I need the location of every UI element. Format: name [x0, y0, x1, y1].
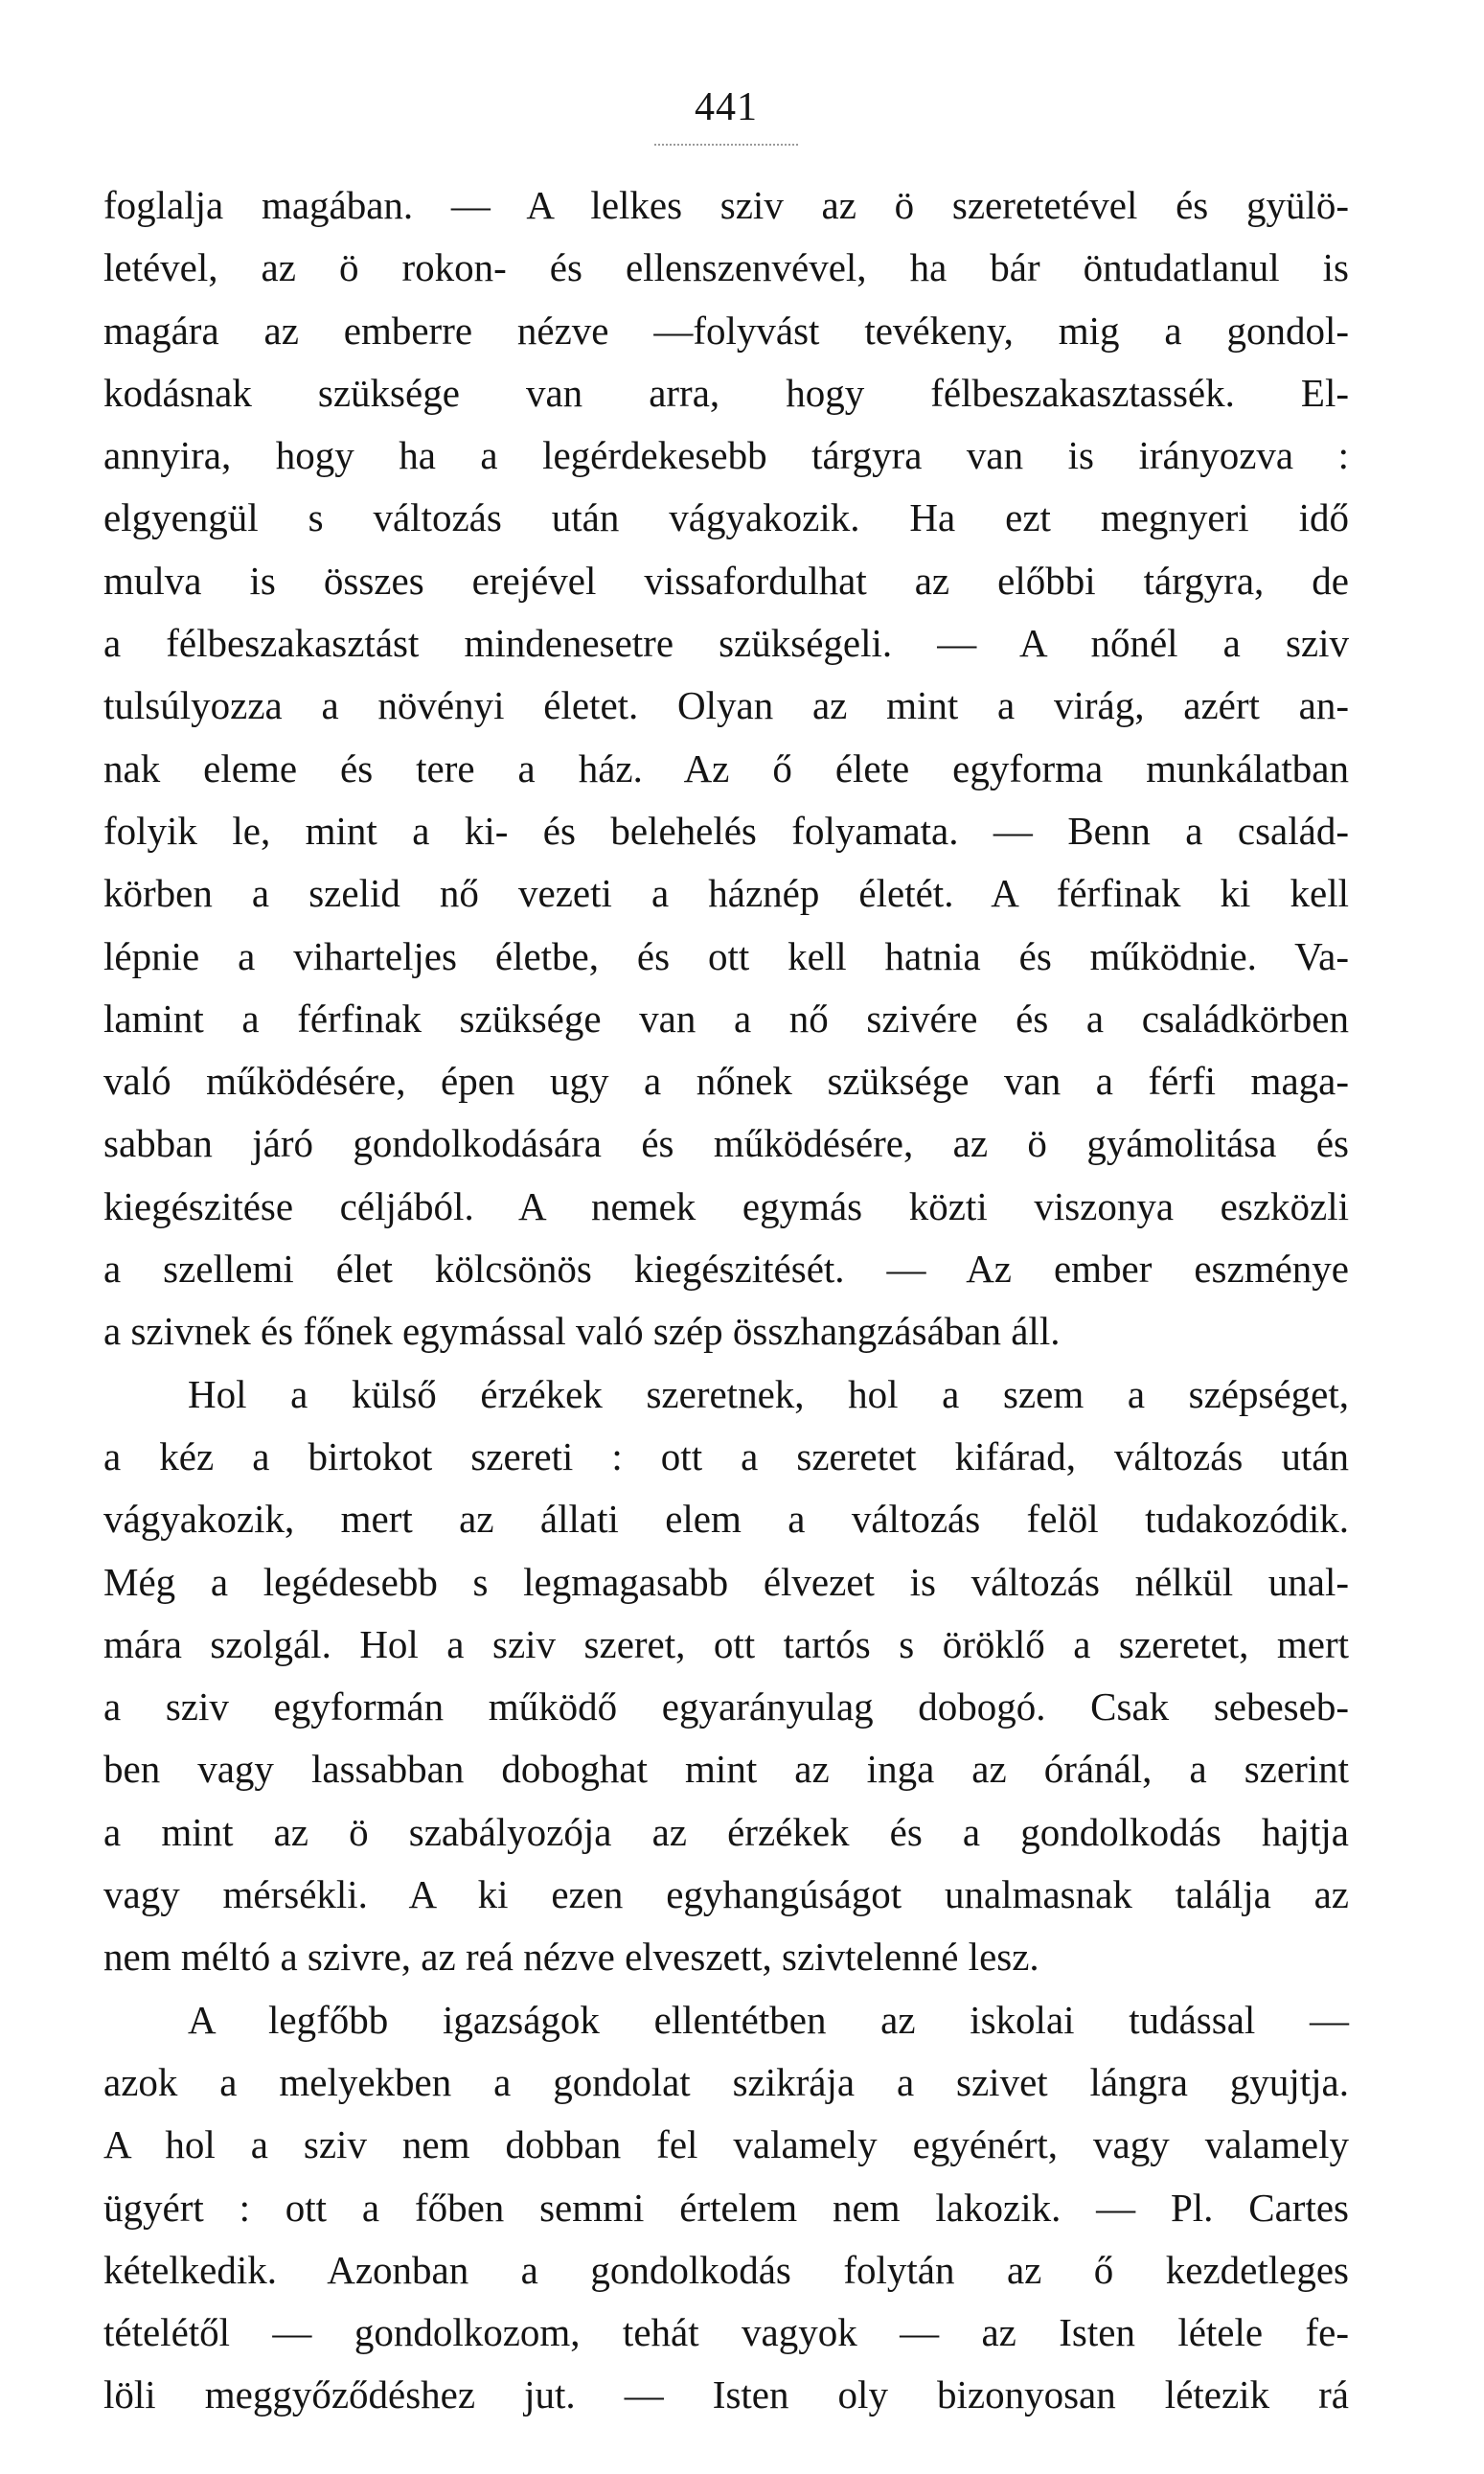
text-line: Hol a külső érzékek szeretnek, hol a szem a szépséget,: [188, 1371, 1349, 1416]
text-line: elgyengül s változás után vágyakozik. Ha ezt megnyeri idő: [103, 495, 1349, 540]
text-line: a sziv egyformán működő egyarányulag dobogó. Csak sebeseb-: [103, 1684, 1349, 1730]
text-line: tételétől — gondolkozom, tehát vagyok — az Isten létele fe-: [103, 2310, 1349, 2355]
text-line: körben a szelid nő vezeti a háznép életét. A férfinak ki kell: [103, 871, 1349, 916]
text-line: ügyért : ott a főben semmi értelem nem lakozik. — Pl. Cartes: [103, 2185, 1349, 2230]
text-line: ben vagy lassabban doboghat mint az inga az óránál, a szerint: [103, 1747, 1349, 1792]
page-number: 441: [695, 85, 758, 129]
paragraph: [103, 1363, 1349, 1989]
text-line: sabban járó gondolkodására és működésére, az ö gyámolitása és: [103, 1121, 1349, 1166]
text-line: való működésére, épen ugy a nőnek szüksége van a férfi maga-: [103, 1059, 1349, 1104]
text-line: A legfőbb igazságok ellentétben az iskolai tudással —: [188, 1997, 1349, 2042]
text-line: magára az emberre nézve —folyvást tevékeny, mig a gondol-: [103, 308, 1349, 353]
text-line: lépnie a viharteljes életbe, és ott kell hatnia és működnie. Va-: [103, 933, 1349, 978]
text-line: tulsúlyozza a növényi életet. Olyan az mint a virág, azért an-: [103, 683, 1349, 728]
text-line: löli meggyőződéshez jut. — Isten oly bizonyosan létezik rá: [103, 2372, 1349, 2417]
text-line: kodásnak szüksége van arra, hogy félbeszakasztassék. El-: [103, 370, 1349, 415]
text-line: foglalja magában. — A lelkes sziv az ö szeretetével és gyülö-: [103, 183, 1349, 227]
text-line: azok a melyekben a gondolat szikrája a szivet lángra gyujtja.: [103, 2059, 1349, 2104]
text-line: a félbeszakasztást mindenesetre szükségeli. — A nőnél a sziv: [103, 621, 1349, 666]
text-line: A hol a sziv nem dobban fel valamely egyénért, vagy valamely: [103, 2122, 1349, 2167]
text-line: mulva is összes erejével vissafordulhat az előbbi tárgyra, de: [103, 558, 1349, 603]
text-line: a kéz a birtokot szereti : ott a szeretet kifárad, változás után: [103, 1433, 1349, 1478]
text-line: a mint az ö szabályozója az érzékek és a gondolkodás hajtja: [103, 1809, 1349, 1854]
body-text: [103, 174, 1349, 2427]
text-line: Még a legédesebb s legmagasabb élvezet is változás nélkül unal-: [103, 1559, 1349, 1604]
text-line: a szivnek és főnek egymással való szép összhangzásában áll.: [103, 1309, 1061, 1354]
text-line: a szellemi élet kölcsönös kiegészitését. — Az ember eszménye: [103, 1247, 1349, 1292]
text-line: mára szolgál. Hol a sziv szeret, ott tartós s öröklő a szeretet, mert: [103, 1621, 1349, 1666]
text-line: kiegészitése céljából. A nemek egymás közti viszonya eszközli: [103, 1183, 1349, 1228]
paragraph: [103, 1989, 1349, 2427]
text-line: lamint a férfinak szüksége van a nő szivére és a családkörben: [103, 996, 1349, 1041]
text-line: letével, az ö rokon- és ellenszenvével, ha bár öntudatlanul is: [103, 245, 1349, 290]
header-ornament-rule: [654, 144, 798, 146]
paragraph: [103, 174, 1349, 1363]
text-line: vágyakozik, mert az állati elem a változás felöl tudakozódik.: [103, 1497, 1349, 1542]
text-line: annyira, hogy ha a legérdekesebb tárgyra van is irányozva :: [103, 433, 1349, 478]
text-line: kételkedik. Azonban a gondolkodás folytán az ő kezdetleges: [103, 2247, 1349, 2292]
text-line: nem méltó a szivre, az reá nézve elveszett, szivtelenné lesz.: [103, 1935, 1039, 1980]
text-line: nak eleme és tere a ház. Az ő élete egyforma munkálatban: [103, 745, 1349, 790]
text-line: folyik le, mint a ki- és belehelés folyamata. — Benn a család-: [103, 808, 1349, 853]
text-line: vagy mérsékli. A ki ezen egyhangúságot unalmasnak találja az: [103, 1872, 1349, 1917]
